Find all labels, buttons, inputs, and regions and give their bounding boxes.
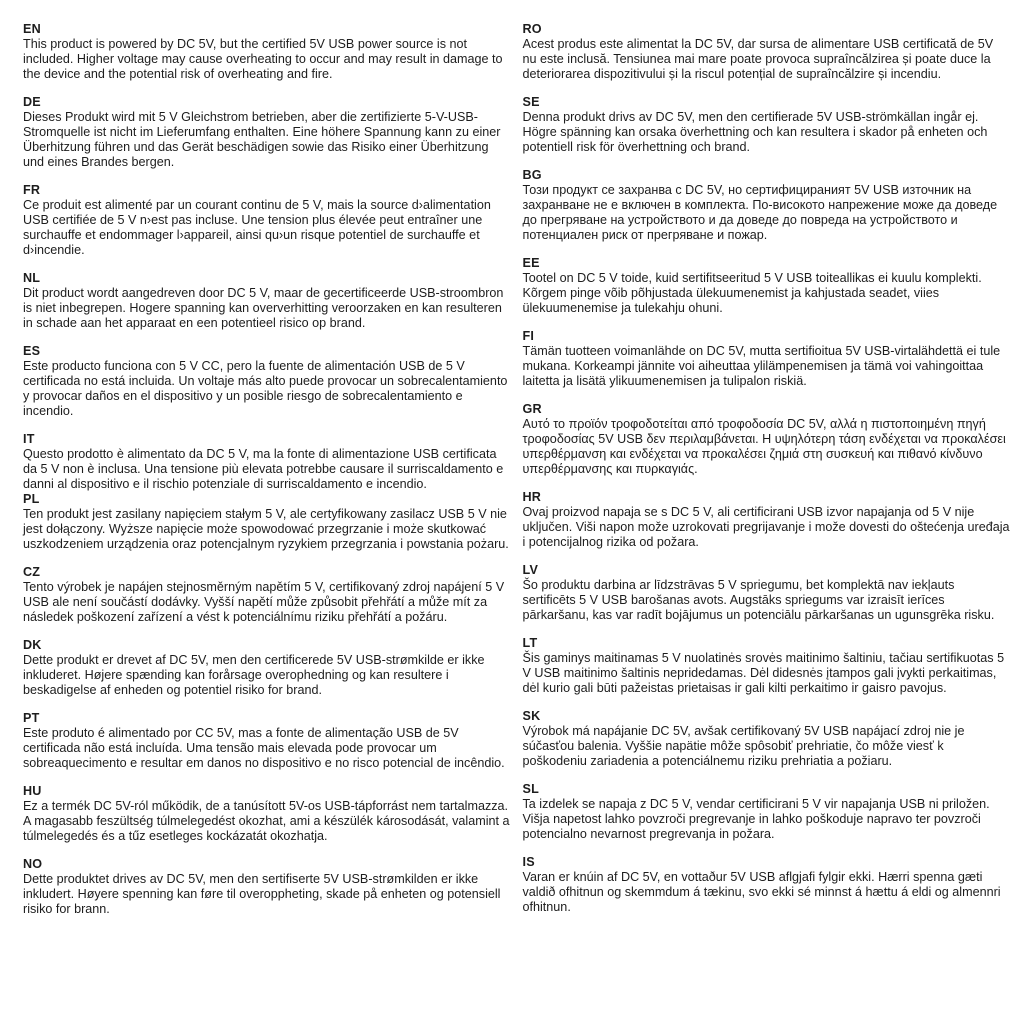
lang-text-dk: Dette produkt er drevet af DC 5V, men den certificerede 5V USB-strømkilde er ikke inkluderet. Højere spænding kan forårsage overophedning og kan resultere i beskadigelse af enheden og potentiel risiko for brand.: [23, 653, 485, 697]
lang-text-ro: Acest produs este alimentat la DC 5V, dar sursa de alimentare USB certificată de 5V nu este inclusă. Tensiunea mai mare poate provoca supraîncălzirea și poate duce la deteriorarea dispozitivului și la riscul potențial de supraîncălzire și incendiu.: [522, 37, 994, 81]
lang-section-cz: [23, 565, 511, 625]
lang-text-sk: Výrobok má napájanie DC 5V, avšak certifikovaný 5V USB napájací zdroj nie je súčasťou balenia. Vyššie napätie môže spôsobiť prehriatie, čo môže viesť k poškodeniu zariadenia a potenciálnemu riziku prehriatia a požiaru.: [522, 724, 965, 768]
lang-code-ee: EE: [522, 256, 540, 270]
lang-code-fi: FI: [522, 329, 535, 343]
lang-text-de: Dieses Produkt wird mit 5 V Gleichstrom betrieben, aber die zertifizierte 5-V-USB-Stromquelle ist nicht im Lieferumfang enthalten. Eine höhere Spannung kann zu einer Überhitzung führen und das Gerät beschädigen sowie das Risiko einer Überhitzung und eines Brandes bergen.: [23, 110, 501, 169]
lang-code-no: NO: [23, 857, 43, 871]
lang-section-en: [23, 22, 511, 82]
lang-section-fi: [523, 329, 1011, 389]
lang-section-hu: [23, 784, 511, 844]
lang-text-it: Questo prodotto è alimentato da DC 5 V, ma la fonte di alimentazione USB certificata da 5 V non è inclusa. Una tensione più elevata potrebbe causare il surriscaldamento e danni al dispositivo e il rischio potenziale di surriscaldamento e incendio.: [23, 447, 504, 491]
lang-section-dk: [23, 638, 511, 698]
lang-text-cz: Tento výrobek je napájen stejnosměrným napětím 5 V, certifikovaný zdroj napájení 5 V USB ale není součástí dodávky. Vyšší napětí může způsobit přehřátí a může mít za následek poškození zařízení a vést k potenciálnímu riziku přehřátí a požáru.: [23, 580, 505, 624]
lang-text-en: This product is powered by DC 5V, but the certified 5V USB power source is not included. Higher voltage may cause overheating to occur and may result in damage to the device and the potential risk of overheating and fire.: [23, 37, 503, 81]
lang-code-ro: RO: [522, 22, 542, 36]
lang-code-pl: PL: [23, 492, 40, 506]
lang-section-sk: [523, 709, 1011, 769]
lang-code-gr: GR: [522, 402, 542, 416]
lang-section-fr: [23, 183, 511, 258]
lang-text-lt: Šis gaminys maitinamas 5 V nuolatinės srovės maitinimo šaltiniu, tačiau sertifikuotas 5 V USB maitinimo šaltinis nepridedamas. Dėl didesnės įtampos gali įvykti perkaitimas, dėl kurio gali būti pažeistas prietaisas ir gali kilti perkaitimo ir gaisro pavojus.: [522, 651, 1005, 695]
lang-section-pl: [23, 492, 511, 552]
lang-code-sk: SK: [522, 709, 541, 723]
lang-section-sl: [523, 782, 1011, 842]
lang-code-hr: HR: [522, 490, 542, 504]
lang-text-gr: Αυτό το προϊόν τροφοδοτείται από τροφοδοσία DC 5V, αλλά η πιστοποιημένη πηγή τροφοδοσίας 5V USB δεν περιλαμβάνεται. Η υψηλότερη τάση ενδέχεται να προκαλέσει υπερθέρμανση και ενδέχεται να προκαλέσει ζημιά στη συσκευή και πιθανό κίνδυνο υπερθέρμανσης και πυρκαγιάς.: [522, 417, 1006, 476]
lang-code-fr: FR: [23, 183, 41, 197]
lang-text-es: Este producto funciona con 5 V CC, pero la fuente de alimentación USB de 5 V certificada no está incluida. Un voltaje más alto puede provocar un sobrecalentamiento y provocar daños en el dispositivo y un posible riesgo de sobrecalentamiento e incendio.: [23, 359, 508, 418]
lang-section-se: [523, 95, 1011, 155]
lang-code-de: DE: [23, 95, 41, 109]
lang-code-cz: CZ: [23, 565, 41, 579]
lang-code-es: ES: [23, 344, 41, 358]
lang-code-is: IS: [522, 855, 535, 869]
lang-text-is: Varan er knúin af DC 5V, en vottaður 5V USB aflgjafi fylgir ekki. Hærri spenna gæti valdið ofhitnun og skemmdum á tækinu, svo ekki sé minnst á hættu á eldi og almennri ofhitnun.: [522, 870, 1001, 914]
lang-section-bg: [523, 168, 1011, 243]
lang-code-sl: SL: [522, 782, 539, 796]
lang-code-it: IT: [23, 432, 35, 446]
lang-section-gr: [523, 402, 1011, 477]
lang-text-hr: Ovaj proizvod napaja se s DC 5 V, ali certificirani USB izvor napajanja od 5 V nije uključen. Viši napon može uzrokovati pregrijavanje i može dovesti do oštećenja uređaja i potencijalnog rizika od požara.: [522, 505, 1010, 549]
lang-section-lv: [523, 563, 1011, 623]
lang-text-hu: Ez a termék DC 5V-ról működik, de a tanúsított 5V-os USB-tápforrást nem tartalmazza. A magasabb feszültség túlmelegedést okozhat, ami a készülék károsodását, valamint a túlmelegedés és a tűz esetleges kockázatát okozhatja.: [23, 799, 510, 843]
lang-code-pt: PT: [23, 711, 40, 725]
lang-section-it: [23, 432, 511, 492]
lang-code-en: EN: [23, 22, 41, 36]
lang-code-se: SE: [522, 95, 540, 109]
lang-section-de: [23, 95, 511, 170]
lang-text-ee: Tootel on DC 5 V toide, kuid sertifitseeritud 5 V USB toiteallikas ei kuulu komplekti. Kõrgem pinge võib põhjustada ülekuumenemist ja kahjustada seadet, viies ülekuumenemise ja tulekahju ohuni.: [522, 271, 982, 315]
lang-code-hu: HU: [23, 784, 42, 798]
lang-code-lv: LV: [522, 563, 539, 577]
right-column: [523, 22, 1011, 930]
lang-section-lt: [523, 636, 1011, 696]
lang-text-lv: Šo produktu darbina ar līdzstrāvas 5 V spriegumu, bet komplektā nav iekļauts sertificēts 5 V USB barošanas avots. Augstāks spriegums var izraisīt ierīces pārkaršanu, kas var radīt bojājumus un potenciālu pārkaršanas un ugunsgrēka risku.: [522, 578, 995, 622]
lang-text-nl: Dit product wordt aangedreven door DC 5 V, maar de gecertificeerde USB-stroombron is niet inbegrepen. Hogere spanning kan oververhitting veroorzaken en kan resulteren in schade aan het apparaat en een potentieel risico op brand.: [23, 286, 504, 330]
lang-text-pt: Este produto é alimentado por CC 5V, mas a fonte de alimentação USB de 5V certificada não está incluída. Uma tensão mais elevada pode provocar um sobreaquecimento e resultar em danos no dispositivo e no risco potencial de incêndio.: [23, 726, 505, 770]
lang-section-pt: [23, 711, 511, 771]
lang-text-bg: Този продукт се захранва с DC 5V, но сертифицираният 5V USB източник на захранване не е включен в комплекта. По-високото напрежение може да доведе до прегряване на устройството и да доведе до повреда на устройството и потенциален риск от прегряване и пожар.: [522, 183, 998, 242]
lang-code-nl: NL: [23, 271, 41, 285]
lang-text-sl: Ta izdelek se napaja z DC 5 V, vendar certificirani 5 V vir napajanja USB ni priložen. Višja napetost lahko povzroči pregrevanje in lahko poškoduje napravo ter povzroči potencialno nevarnost pregrevanja in požara.: [522, 797, 990, 841]
lang-code-bg: BG: [522, 168, 542, 182]
lang-section-hr: [523, 490, 1011, 550]
lang-text-no: Dette produktet drives av DC 5V, men den sertifiserte 5V USB-strømkilden er ikke inkludert. Høyere spenning kan føre til overoppheting, skade på enheten og potensiell risiko for brann.: [23, 872, 501, 916]
lang-section-no: [23, 857, 511, 917]
lang-text-fi: Tämän tuotteen voimanlähde on DC 5V, mutta sertifioitua 5V USB-virtalähdettä ei tule mukana. Korkeampi jännite voi aiheuttaa ylilämpenemisen ja tämä voi vahingoittaa laitetta ja lisätä ylikuumenemisen ja tulipalon riskiä.: [522, 344, 1001, 388]
lang-code-dk: DK: [23, 638, 42, 652]
lang-text-pl: Ten produkt jest zasilany napięciem stałym 5 V, ale certyfikowany zasilacz USB 5 V nie jest dołączony. Wyższe napięcie może spowodować przegrzanie i może skutkować uszkodzeniem urządzenia oraz potencjalnym ryzykiem przegrzania i powstania pożaru.: [23, 507, 509, 551]
lang-code-lt: LT: [522, 636, 538, 650]
lang-section-es: [23, 344, 511, 419]
lang-text-se: Denna produkt drivs av DC 5V, men den certifierade 5V USB-strömkällan ingår ej. Högre spänning kan orsaka överhettning och kan resultera i skador på enheten och potentiell risk för överhettning och brand.: [522, 110, 988, 154]
lang-section-ro: [523, 22, 1011, 82]
lang-section-is: [523, 855, 1011, 915]
lang-section-nl: [23, 271, 511, 331]
lang-text-fr: Ce produit est alimenté par un courant continu de 5 V, mais la source d›alimentation USB certifiée de 5 V n›est pas incluse. Une tension plus élevée peut entraîner une surchauffe et endommager l›appareil, ainsi qu›un risque potentiel de surchauffe et d›incendie.: [23, 198, 491, 257]
left-column: [23, 22, 511, 930]
lang-section-ee: [523, 256, 1011, 316]
